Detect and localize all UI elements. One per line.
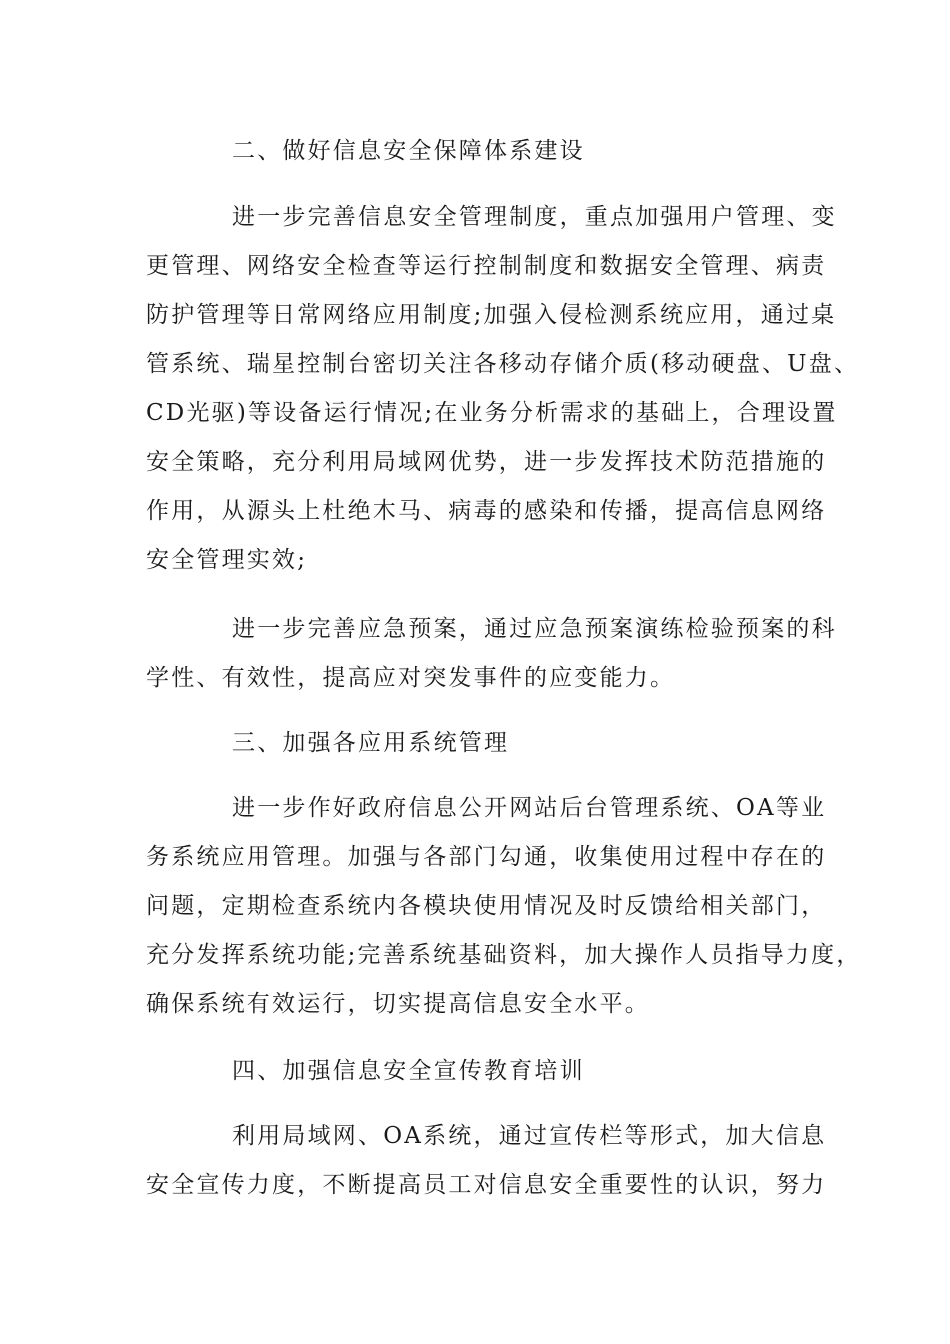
paragraph-line: 作用，从源头上杜绝木马、病毒的感染和传播，提高信息网络	[146, 498, 827, 524]
paragraph-line: 防护管理等日常网络应用制度;加强入侵检测系统应用，通过桌	[146, 302, 837, 328]
paragraph-line: 学性、有效性，提高应对突发事件的应变能力。	[146, 665, 676, 691]
paragraph-line: 安全管理实效;	[146, 547, 308, 573]
paragraph-line: 务系统应用管理。加强与各部门勾通，收集使用过程中存在的	[146, 844, 827, 870]
paragraph-line: 管系统、瑞星控制台密切关注各移动存储介质(移动硬盘、U盘、	[146, 351, 860, 377]
paragraph-line: 更管理、网络安全检查等运行控制制度和数据安全管理、病责	[146, 253, 827, 279]
paragraph-line: 安全策略，充分利用局域网优势，进一步发挥技术防范措施的	[146, 449, 827, 475]
section-heading-3: 三、加强各应用系统管理	[232, 730, 510, 756]
paragraph-line: 进一步完善应急预案，通过应急预案演练检验预案的科	[232, 616, 837, 642]
paragraph-line: 进一步作好政府信息公开网站后台管理系统、OA等业	[232, 795, 827, 821]
paragraph-line: CD光驱)等设备运行情况;在业务分析需求的基础上，合理设置	[146, 400, 838, 426]
section-heading-2: 二、做好信息安全保障体系建设	[232, 138, 585, 164]
paragraph-line: 充分发挥系统功能;完善系统基础资料，加大操作人员指导力度，	[146, 942, 862, 968]
paragraph-line: 安全宣传力度，不断提高员工对信息安全重要性的认识，努力	[146, 1172, 827, 1198]
paragraph-line: 确保系统有效运行，切实提高信息安全水平。	[146, 991, 650, 1017]
section-heading-4: 四、加强信息安全宣传教育培训	[232, 1058, 585, 1084]
paragraph-line: 进一步完善信息安全管理制度，重点加强用户管理、变	[232, 204, 837, 230]
paragraph-line: 利用局域网、OA系统，通过宣传栏等形式，加大信息	[232, 1123, 827, 1149]
paragraph-line: 问题，定期检查系统内各模块使用情况及时反馈给相关部门，	[146, 893, 827, 919]
